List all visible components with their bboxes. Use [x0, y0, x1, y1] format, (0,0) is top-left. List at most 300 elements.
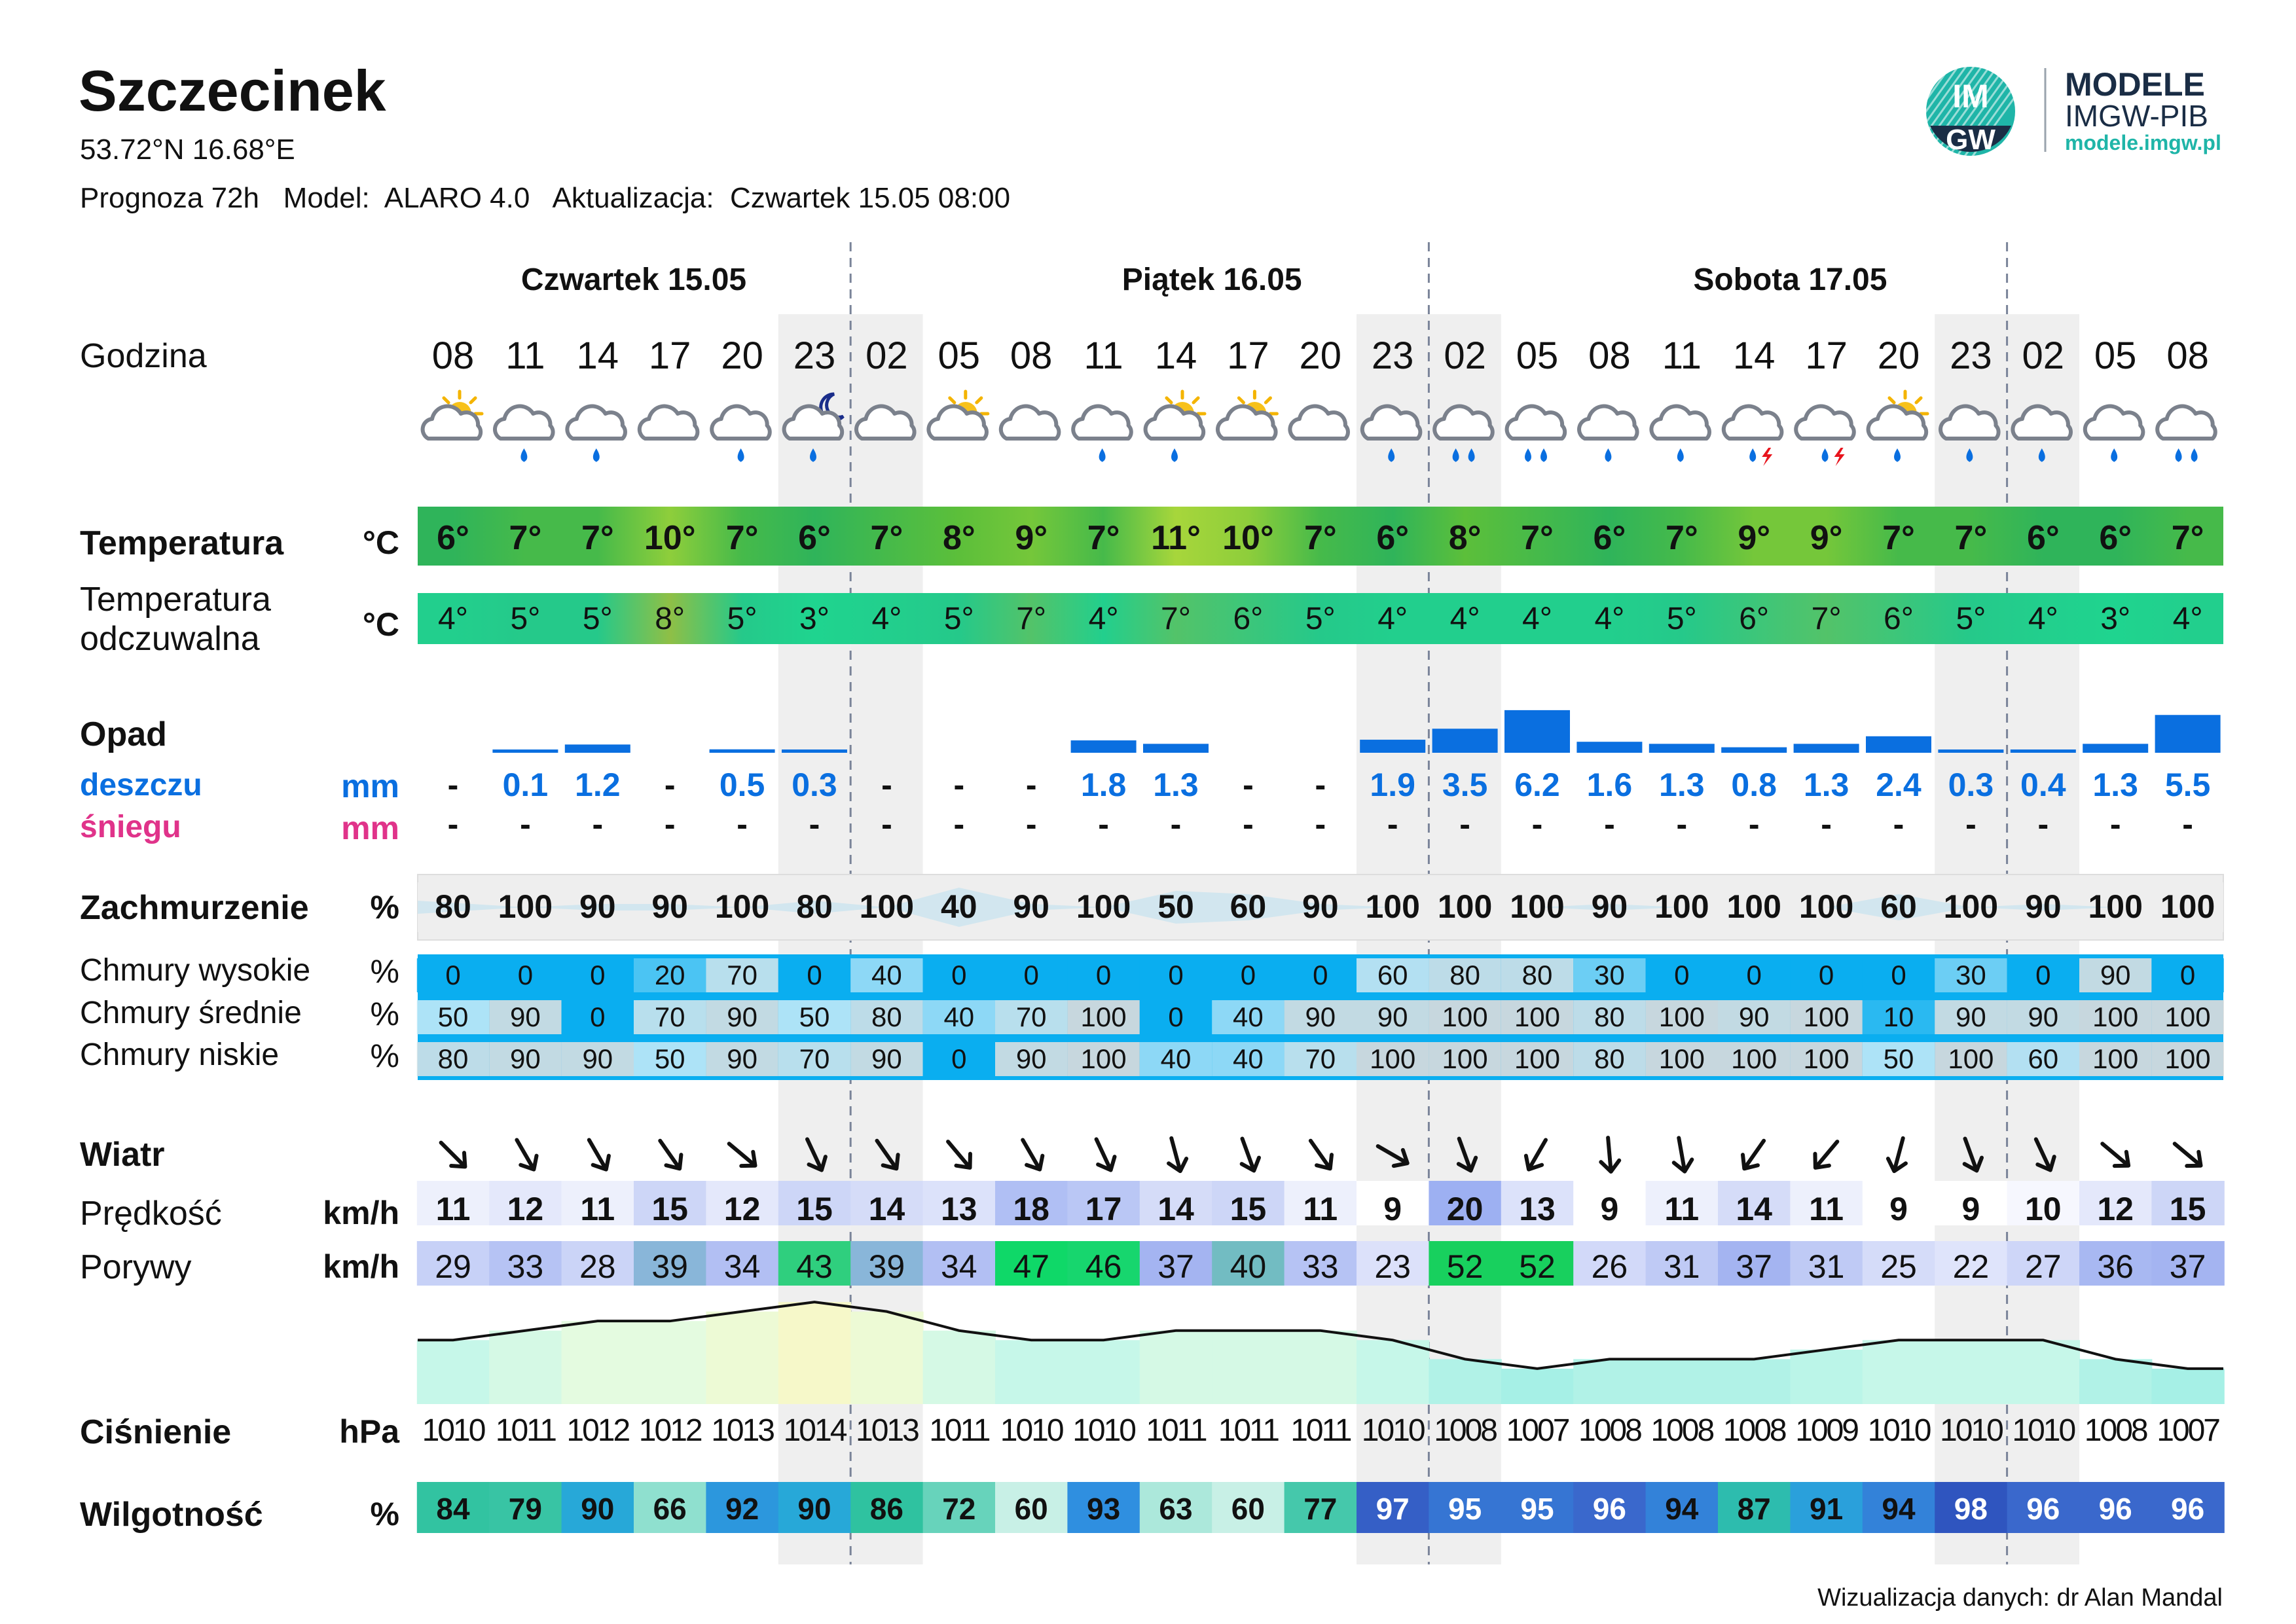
snow-value: - — [1893, 806, 1904, 842]
cloud-cover-value: 100 — [1798, 888, 1854, 925]
label-wind-speed: Prędkość — [80, 1195, 222, 1233]
cloud-icon — [1579, 406, 1637, 439]
wind-speed-value: 10 — [2024, 1191, 2062, 1227]
weather-icon — [1724, 406, 1782, 466]
feels-like-value: 5° — [943, 602, 974, 636]
low-clouds-value: 90 — [727, 1043, 757, 1074]
rain-bar — [2083, 744, 2148, 753]
hour-label: 17 — [648, 334, 691, 377]
hour-label: 14 — [576, 334, 619, 377]
wind-speed-value: 11 — [1664, 1191, 1700, 1227]
temperature-value: 8° — [1448, 519, 1482, 557]
snow-value: - — [520, 806, 531, 842]
low-clouds-value: 50 — [654, 1043, 685, 1074]
hour-label: 23 — [1950, 334, 1992, 377]
high-clouds-value: 0 — [517, 960, 534, 990]
weather-icon — [567, 406, 625, 461]
pressure-value: 1010 — [1940, 1413, 2002, 1448]
sun-ray — [1167, 398, 1171, 403]
pressure-value: 1008 — [1434, 1413, 1496, 1448]
pressure-area — [1718, 1359, 1791, 1404]
raindrop-icon — [1606, 450, 1611, 461]
weather-icon — [1218, 391, 1277, 439]
logo-title: MODELE — [2065, 66, 2205, 103]
pressure-area — [1935, 1340, 2007, 1404]
sun-ray — [1266, 398, 1270, 403]
wind-arrow-icon — [2169, 1137, 2207, 1173]
pressure-value: 1008 — [1650, 1413, 1713, 1448]
unit-humidity: % — [370, 1496, 399, 1532]
high-clouds-value: 0 — [1818, 960, 1834, 990]
wind-speed-value: 12 — [507, 1191, 544, 1227]
pressure-area — [1863, 1340, 1935, 1404]
high-clouds-value: 0 — [1313, 960, 1328, 990]
feels-like-value: 5° — [1666, 602, 1697, 636]
hour-label: 08 — [1010, 334, 1053, 377]
gust-value: 26 — [1591, 1248, 1628, 1285]
label-pressure: Ciśnienie — [80, 1413, 232, 1451]
wind-speed-value: 11 — [1809, 1191, 1844, 1227]
raindrop-icon — [1751, 450, 1755, 461]
humidity-value: 93 — [1087, 1492, 1121, 1526]
wind-arrow-icon — [653, 1136, 687, 1174]
snow-value: - — [1170, 806, 1182, 842]
hour-label: 08 — [1588, 334, 1631, 377]
wind-arrow-icon — [1303, 1136, 1338, 1174]
feels-like-value: 7° — [1016, 602, 1047, 636]
pressure-area — [1790, 1350, 1863, 1404]
feels-like-value: 5° — [510, 602, 541, 636]
feels-like-value: 6° — [1739, 602, 1770, 636]
pressure-area — [417, 1340, 490, 1404]
temperature-value: 7° — [1954, 519, 1988, 557]
temperature-value: 11° — [1151, 519, 1201, 557]
wind-arrow-shaft — [2175, 1144, 2200, 1164]
sun-ray — [1916, 398, 1921, 403]
feels-like-value: 4° — [1449, 602, 1480, 636]
raindrop-icon — [811, 450, 816, 461]
snow-value: - — [737, 806, 748, 842]
wind-speed-value: 11 — [580, 1191, 615, 1227]
pressure-value: 1007 — [1506, 1413, 1569, 1448]
gust-value: 34 — [723, 1248, 761, 1285]
pressure-value: 1007 — [2157, 1413, 2219, 1448]
rain-value: 1.3 — [1803, 767, 1850, 803]
low-clouds-value: 100 — [1803, 1043, 1850, 1074]
wind-arrow-icon — [1233, 1136, 1262, 1174]
pressure-area — [562, 1321, 634, 1404]
high-clouds-value: 0 — [1095, 960, 1112, 990]
wind-speed-value: 14 — [1157, 1191, 1194, 1227]
rain-value: 6.2 — [1514, 767, 1560, 803]
snow-value: - — [953, 806, 965, 842]
cloud-cover-value: 100 — [859, 888, 915, 925]
gust-value: 22 — [1952, 1248, 1990, 1285]
weather-icon — [928, 391, 987, 439]
pressure-area — [1067, 1340, 1140, 1404]
cloud-icon — [1073, 406, 1131, 439]
high-clouds-value: 0 — [2035, 960, 2051, 990]
mid-clouds-value: 0 — [1168, 1001, 1184, 1032]
rain-value: 1.8 — [1080, 767, 1127, 803]
low-clouds-value: 100 — [1731, 1043, 1777, 1074]
hour-label: 23 — [1371, 334, 1414, 377]
humidity-value: 97 — [1376, 1492, 1410, 1526]
weather-icon — [1651, 406, 1709, 461]
low-clouds-value: 100 — [1442, 1043, 1488, 1074]
cloud-cover-value: 80 — [435, 888, 471, 925]
cloud-cover-value: 90 — [579, 888, 616, 925]
sun-ray — [1889, 398, 1894, 403]
temperature-value: 7° — [1882, 519, 1915, 557]
raindrop-icon — [594, 450, 598, 461]
hour-label: 02 — [2022, 334, 2065, 377]
mid-clouds-value: 50 — [799, 1001, 830, 1032]
rain-value: 0.4 — [2020, 767, 2066, 803]
mid-clouds-value: 80 — [1594, 1001, 1625, 1032]
humidity-value: 84 — [436, 1492, 470, 1526]
snow-value: - — [2037, 806, 2049, 842]
rain-value: 5.5 — [2164, 767, 2211, 803]
label-cloud-cover: Zachmurzenie — [80, 889, 309, 927]
wind-speed-value: 12 — [2097, 1191, 2134, 1227]
snow-value: - — [1821, 806, 1832, 842]
cloud-cover-value: 100 — [2160, 888, 2215, 925]
day-header: Piątek 16.05 — [1121, 262, 1302, 297]
wind-arrow-icon — [1808, 1136, 1844, 1174]
raindrop-icon — [1100, 450, 1104, 461]
high-clouds-value: 0 — [1023, 960, 1039, 990]
pressure-area — [706, 1312, 778, 1404]
gust-value: 47 — [1013, 1248, 1049, 1285]
rain-bar — [2011, 749, 2076, 753]
hour-label: 05 — [1516, 334, 1559, 377]
humidity-value: 95 — [1448, 1492, 1482, 1526]
high-clouds-value: 80 — [1522, 960, 1553, 990]
hour-label: 05 — [938, 334, 981, 377]
weather-icon — [1868, 391, 1927, 461]
rain-bar — [1071, 740, 1137, 753]
pressure-area — [2151, 1369, 2224, 1404]
hour-label: 11 — [1084, 334, 1123, 377]
wind-speed-value: 14 — [868, 1191, 905, 1227]
unit-pressure: hPa — [339, 1413, 399, 1450]
rain-bar — [565, 744, 630, 753]
humidity-value: 66 — [653, 1492, 687, 1526]
weather-icon — [495, 406, 553, 461]
pressure-area — [778, 1302, 851, 1404]
wind-arrow-shaft — [1816, 1142, 1837, 1166]
cloud-icon — [495, 406, 553, 439]
raindrop-icon — [2112, 450, 2117, 461]
snow-value: - — [447, 806, 459, 842]
high-clouds-value: 0 — [2179, 960, 2196, 990]
gust-value: 37 — [2169, 1248, 2206, 1285]
rain-value: - — [664, 767, 676, 803]
wind-arrow-icon — [1669, 1136, 1694, 1173]
pressure-value: 1011 — [929, 1413, 989, 1448]
feels-like-value: 4° — [2028, 602, 2058, 636]
humidity-value: 96 — [1592, 1492, 1626, 1526]
temperature-value: 6° — [2099, 519, 2132, 557]
pressure-area — [1501, 1369, 1574, 1404]
humidity-value: 87 — [1737, 1492, 1771, 1526]
wind-arrow-icon — [941, 1136, 977, 1174]
humidity-value: 72 — [942, 1492, 976, 1526]
high-clouds-value: 0 — [445, 960, 461, 990]
pressure-area — [2007, 1340, 2080, 1404]
temperature-value: 6° — [437, 519, 469, 557]
snow-value: - — [1965, 806, 1977, 842]
wind-arrow-icon — [2096, 1137, 2134, 1173]
wind-speed-value: 11 — [1303, 1191, 1338, 1227]
weather-icon — [1507, 406, 1565, 461]
label-low-clouds: Chmury niskie — [80, 1038, 280, 1072]
feels-like-value: 6° — [1233, 602, 1264, 636]
mid-clouds-value: 0 — [590, 1001, 606, 1032]
feels-like-value: 5° — [1305, 602, 1336, 636]
temperature-value: 9° — [1738, 519, 1771, 557]
snow-value: - — [1748, 806, 1760, 842]
high-clouds-value: 0 — [1240, 960, 1256, 990]
unit-cloud-cover: % — [370, 889, 399, 926]
rain-bar — [1432, 729, 1498, 753]
rain-value: 0.8 — [1731, 767, 1777, 803]
day-header: Czwartek 15.05 — [520, 262, 747, 297]
high-clouds-value: 80 — [1449, 960, 1480, 990]
label-humidity: Wilgotność — [80, 1496, 263, 1534]
rain-bar — [1504, 710, 1570, 753]
low-clouds-value: 100 — [1370, 1043, 1416, 1074]
pressure-area — [995, 1340, 1068, 1404]
cloud-cover-value: 100 — [498, 888, 553, 925]
rain-value: - — [1243, 767, 1254, 803]
wind-speed-value: 20 — [1446, 1191, 1484, 1227]
low-clouds-value: 50 — [1883, 1043, 1914, 1074]
feels-like-value: 4° — [438, 602, 468, 636]
unit-mid-clouds: % — [370, 996, 399, 1032]
high-clouds-value: 0 — [807, 960, 822, 990]
snow-value: - — [1531, 806, 1543, 842]
gust-value: 46 — [1085, 1248, 1122, 1285]
snow-value: - — [1243, 806, 1254, 842]
gust-value: 37 — [1736, 1248, 1772, 1285]
temperature-value: 10° — [1222, 519, 1274, 557]
cloud-icon — [640, 406, 698, 439]
sun-ray — [1239, 398, 1243, 403]
cloud-cover-value: 100 — [714, 888, 770, 925]
low-clouds-value: 40 — [1160, 1043, 1192, 1074]
mid-clouds-value: 100 — [1514, 1001, 1561, 1032]
pressure-value: 1010 — [1867, 1413, 1930, 1448]
temperature-value: 7° — [870, 519, 903, 557]
mid-clouds-value: 90 — [2028, 1001, 2059, 1032]
gust-value: 28 — [579, 1248, 616, 1285]
cloud-cover-value: 90 — [2024, 888, 2062, 925]
gust-value: 27 — [2024, 1248, 2062, 1285]
rain-bar — [1938, 749, 2003, 753]
feels-like-value: 7° — [1161, 602, 1191, 636]
cloud-icon — [1290, 406, 1348, 439]
feels-like-value: 8° — [655, 602, 685, 636]
wind-speed-value: 9 — [1889, 1191, 1908, 1227]
high-clouds-value: 0 — [590, 960, 606, 990]
rain-value: - — [1315, 767, 1326, 803]
rain-bar — [492, 749, 558, 753]
cloud-cover-value: 90 — [1591, 888, 1628, 925]
cloud-cover-value: 100 — [1726, 888, 1781, 925]
pressure-value: 1012 — [566, 1413, 629, 1448]
temperature-value: 6° — [798, 519, 831, 557]
snow-value: - — [592, 806, 604, 842]
pressure-value: 1008 — [1722, 1413, 1785, 1448]
high-clouds-value: 60 — [1377, 960, 1408, 990]
snow-value: - — [1604, 806, 1615, 842]
logo-badge-top: IM — [1952, 78, 1989, 115]
raindrop-icon — [1453, 450, 1458, 461]
pressure-value: 1010 — [1072, 1413, 1135, 1448]
hour-label: 11 — [505, 334, 545, 377]
cloud-icon — [1868, 406, 1927, 439]
wind-arrow-icon — [581, 1135, 614, 1174]
low-clouds-value: 0 — [951, 1043, 967, 1074]
high-clouds-value: 0 — [1746, 960, 1762, 990]
weather-icon — [1073, 406, 1131, 461]
rain-bar — [710, 749, 775, 753]
wind-arrow-shaft — [729, 1144, 754, 1164]
feels-like-value: 5° — [727, 602, 757, 636]
low-clouds-value: 40 — [1233, 1043, 1264, 1074]
hour-label: 20 — [721, 334, 763, 377]
unit-feels: °C — [362, 606, 399, 643]
pressure-area — [1646, 1359, 1719, 1404]
humidity-value: 90 — [797, 1492, 831, 1526]
wind-speed-value: 15 — [2169, 1191, 2206, 1227]
snow-value: - — [1459, 806, 1470, 842]
pressure-area — [1212, 1331, 1285, 1404]
rain-value: 1.3 — [2092, 767, 2138, 803]
mid-clouds-value: 100 — [1803, 1001, 1850, 1032]
rain-value: - — [953, 767, 965, 803]
unit-temperature: °C — [362, 524, 399, 561]
wind-speed-value: 13 — [1519, 1191, 1556, 1227]
lightning-icon — [1834, 448, 1845, 466]
high-clouds-value: 0 — [951, 960, 967, 990]
cloud-cover-value: 90 — [1013, 888, 1049, 925]
pressure-value: 1010 — [1000, 1413, 1063, 1448]
low-clouds-value: 80 — [437, 1043, 469, 1074]
wind-speed-value: 15 — [1230, 1191, 1267, 1227]
temperature-value: 8° — [942, 519, 975, 557]
wind-arrow-shaft — [660, 1141, 679, 1168]
humidity-value: 77 — [1303, 1492, 1338, 1526]
high-clouds-value: 0 — [1168, 960, 1184, 990]
hour-label: 20 — [1299, 334, 1342, 377]
coordinates: 53.72°N 16.68°E — [80, 134, 295, 166]
rain-value: 1.6 — [1586, 767, 1633, 803]
cloud-cover-value: 80 — [796, 888, 833, 925]
temperature-value: 7° — [509, 519, 542, 557]
wind-speed-value: 15 — [796, 1191, 833, 1227]
weather-icon — [1001, 406, 1059, 439]
feels-like-value: 3° — [2100, 602, 2131, 636]
pressure-area — [1140, 1331, 1212, 1404]
mid-clouds-value: 10 — [1883, 1001, 1914, 1032]
rain-bar — [1360, 740, 1425, 753]
cloud-cover-value: 100 — [1076, 888, 1131, 925]
label-mid-clouds: Chmury średnie — [80, 996, 302, 1030]
wind-speed-value: 12 — [723, 1191, 761, 1227]
wind-speed-value: 15 — [651, 1191, 688, 1227]
cloud-cover-value: 90 — [651, 888, 688, 925]
rain-value: - — [1025, 767, 1037, 803]
wind-arrow-icon — [1599, 1137, 1620, 1172]
lightning-icon — [1762, 448, 1772, 466]
mid-clouds-value: 40 — [1233, 1001, 1264, 1032]
rain-value: 1.9 — [1370, 767, 1415, 803]
label-precipitation: Opad — [80, 715, 167, 753]
wind-arrow-shaft — [1608, 1138, 1611, 1170]
snow-value: - — [881, 806, 892, 842]
pressure-value: 1012 — [638, 1413, 701, 1448]
humidity-value: 96 — [2171, 1492, 2205, 1526]
mid-clouds-value: 90 — [1956, 1001, 1986, 1032]
weather-icon — [2157, 406, 2215, 461]
cloud-cover-value: 100 — [1943, 888, 1999, 925]
gust-value: 25 — [1880, 1248, 1917, 1285]
feels-like-value: 5° — [582, 602, 613, 636]
pressure-value: 1010 — [422, 1413, 484, 1448]
snow-value: - — [1387, 806, 1398, 842]
low-clouds-value: 80 — [1594, 1043, 1625, 1074]
unit-wind-speed: km/h — [323, 1195, 399, 1231]
gust-value: 43 — [796, 1248, 833, 1285]
humidity-value: 90 — [581, 1492, 615, 1526]
temperature-value: 9° — [1015, 519, 1048, 557]
snow-value: - — [664, 806, 676, 842]
temperature-value: 9° — [1810, 519, 1843, 557]
raindrop-icon — [1469, 450, 1474, 461]
rain-value: 0.1 — [502, 767, 549, 803]
pressure-area — [1285, 1331, 1357, 1404]
label-snow: śniegu — [80, 810, 181, 844]
hour-label: 08 — [2166, 334, 2209, 377]
pressure-area — [1357, 1340, 1429, 1404]
pressure-area — [850, 1312, 923, 1404]
cloud-cover-value: 60 — [1230, 888, 1267, 925]
sun-ray — [471, 398, 475, 403]
pressure-value: 1013 — [856, 1413, 918, 1448]
rain-value: 1.3 — [1659, 767, 1705, 803]
gust-value: 34 — [940, 1248, 977, 1285]
hour-label: 02 — [1444, 334, 1486, 377]
raindrop-icon — [1895, 450, 1900, 461]
humidity-value: 95 — [1520, 1492, 1554, 1526]
gust-value: 52 — [1446, 1248, 1484, 1285]
cloud-cover-value: 100 — [2088, 888, 2143, 925]
mid-clouds-value: 80 — [871, 1001, 902, 1032]
humidity-value: 63 — [1159, 1492, 1193, 1526]
wind-arrow-icon — [1163, 1136, 1190, 1173]
gust-value: 33 — [507, 1248, 544, 1285]
mid-clouds-value: 100 — [2092, 1001, 2139, 1032]
wind-speed-value: 14 — [1736, 1191, 1772, 1227]
label-hour: Godzina — [80, 337, 207, 375]
unit-low-clouds: % — [370, 1038, 399, 1074]
feels-like-value: 4° — [1377, 602, 1408, 636]
low-clouds-value: 90 — [1015, 1043, 1047, 1074]
raindrop-icon — [738, 450, 743, 461]
